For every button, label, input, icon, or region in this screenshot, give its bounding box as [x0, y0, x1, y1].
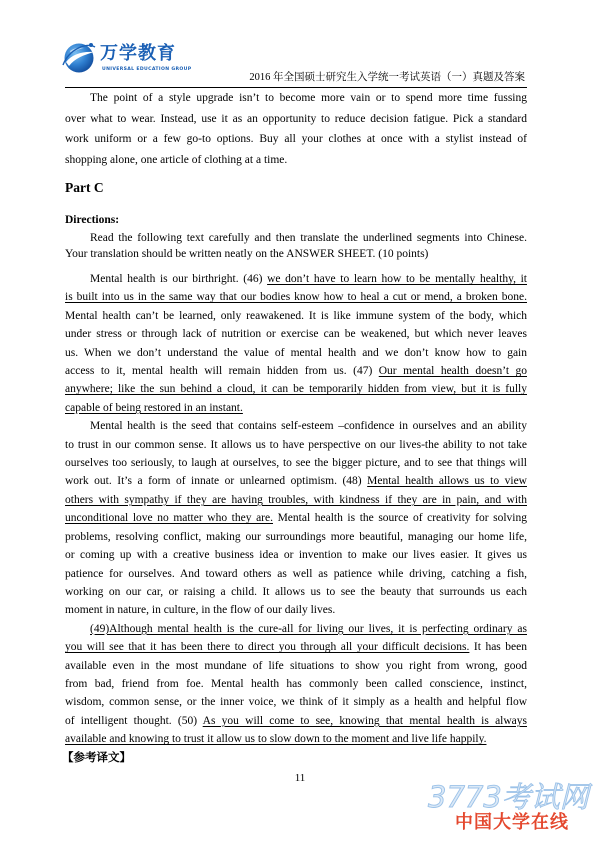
text-line	[65, 362, 527, 380]
page-number: 11	[294, 772, 306, 784]
directions-line: Your translation should be written neatly on the ANSWER SHEET. (10 points)	[65, 248, 429, 260]
text-segment: work out. It’s a form of innate or unlearned optimism. (48)	[65, 475, 368, 488]
reference-translation-label: 【参考译文】	[62, 752, 131, 764]
exam-title: 2016 年全国硕士研究生入学统一考试英语（一）真题及答案	[249, 72, 525, 83]
text-segment: access to it, mental health will remain hidden from us. (47)	[65, 365, 379, 378]
text-segment: ourselves too seriously, to laugh at ourselves, to see the bigger picture, and to see that things will	[65, 457, 527, 470]
text-line	[65, 583, 527, 601]
text-segment: to trust in our common sense. It allows us to have perspective on our lives-the ability to not take	[65, 438, 527, 451]
globe-logo-icon	[61, 39, 97, 75]
text-segment: working on our car, or raising a child. It allows us to see the beauty that surrounds us each	[65, 585, 527, 598]
passage-paragraph	[65, 417, 527, 619]
text-line	[65, 380, 527, 398]
text-segment: Mental health is the seed that contains self-esteem –confidence in ourselves and an ability	[90, 420, 527, 433]
directions-text	[65, 230, 527, 262]
text-segment: under stress or through lack of nutrition or exercise can be weakened, but which never leaves	[65, 328, 527, 341]
underlined-segment: (49)Although mental health is the cure-all for living our lives, it is perfecting ordinary as	[90, 622, 527, 635]
text-line	[65, 270, 527, 288]
underlined-segment: others with sympathy if they are having troubles, with kindness if they are in pain, and with	[65, 493, 527, 506]
watermark-slogan: 中国大学在线	[455, 812, 569, 833]
text-segment: The point of a style upgrade isn’t to become more vain or to spend more time fussing	[90, 92, 527, 104]
logo-tagline: UNIVERSAL EDUCATION GROUP	[102, 67, 192, 72]
text-line	[65, 601, 527, 619]
logo-name: 万学教育	[100, 43, 176, 64]
underlined-segment: capable of being restored in an instant.	[65, 401, 243, 414]
underlined-segment: is built into us in the same way that our bodies know how to heal a cut or mend, a broken bone.	[65, 291, 527, 304]
text-line	[65, 129, 527, 150]
text-segment: available even in the most mundane of life situations to show you right from wrong, good	[65, 659, 527, 672]
text-line	[65, 325, 527, 343]
text-line	[65, 454, 527, 472]
text-segment: from bad, friend from foe. Mental health has commonly been called conscience, instinct,	[65, 677, 527, 690]
text-line	[65, 436, 527, 454]
text-line	[65, 657, 527, 675]
text-line	[65, 712, 527, 730]
text-line	[65, 730, 527, 748]
text-line	[65, 288, 527, 306]
text-line	[65, 88, 527, 109]
text-segment: of intelligent thought. (50)	[65, 714, 203, 727]
underlined-segment: Mental health allows us to view	[367, 475, 527, 488]
text-line	[65, 472, 527, 490]
text-line	[65, 546, 527, 564]
underlined-segment: you will see that it has been there to direct you through all your difficult decisions.	[65, 641, 470, 654]
text-segment: wisdom, common sense, or the inner voice, we think of it simply as a health and helpful flow	[65, 696, 527, 709]
text-line	[65, 399, 527, 417]
underlined-segment: available and knowing to trust it allow us to slow down to the moment and live life happily.	[65, 733, 487, 746]
underlined-segment: As you will come to see, knowing that mental health is always	[202, 714, 528, 727]
underlined-segment: Our mental health doesn’t go	[378, 365, 527, 378]
text-line	[65, 417, 527, 435]
directions-label: Directions:	[65, 214, 120, 226]
text-line	[65, 307, 527, 325]
text-segment: work uniform or a few go-to options. Buy all your clothes at once with a stylist instead of	[65, 133, 527, 145]
brand-logo	[61, 39, 192, 79]
text-segment: Mental health is the source of creativity for solving	[272, 512, 527, 525]
text-line	[65, 620, 527, 638]
text-line	[65, 109, 527, 130]
text-line	[65, 693, 527, 711]
text-line	[65, 491, 527, 509]
passage-paragraph	[65, 270, 527, 417]
text-segment: shopping alone, one article of clothing at a time.	[65, 153, 288, 166]
text-segment: over what to wear. Instead, use it as an opportunity to reduce decision fatigue. Pick a standard	[65, 112, 527, 125]
text-line	[65, 509, 527, 527]
part-c-heading: Part C	[65, 180, 104, 195]
underlined-segment: unconditional love no matter who they are.	[65, 512, 273, 525]
intro-paragraph	[65, 88, 527, 170]
text-segment: us. When we don’t understand the value of mental health and we don’t know how to gain	[65, 346, 527, 359]
text-segment: moment in nature, in culture, in the flow of our daily lives.	[65, 604, 336, 617]
text-segment: or coming up with a creative business idea or invention to make our lives easier. It gives us	[65, 549, 527, 562]
underlined-segment: we don’t have to learn how to be mentally healthy, it	[267, 273, 527, 285]
passage-paragraph	[65, 620, 527, 749]
text-segment: Mental health can’t be learned, only reawakened. It is like immune system of the body, which	[65, 309, 527, 322]
text-segment: problems, resolving conflict, making our surroundings more beautiful, managing our home life,	[65, 530, 527, 543]
text-line	[65, 344, 527, 362]
text-line	[65, 528, 527, 546]
directions-line: Read the following text carefully and then translate the underlined segments into Chinese.	[90, 232, 527, 244]
text-line	[65, 565, 527, 583]
text-line	[65, 638, 527, 656]
text-line	[65, 675, 527, 693]
underlined-segment: anywhere; like the sun behind a cloud, it can be temporarily hidden from view, but it is fully	[65, 383, 527, 396]
watermark-site-name: 3773考试网	[428, 780, 589, 814]
translation-passage	[65, 270, 527, 749]
text-segment: patience for ourselves. And toward others as well as patience while driving, catching a fish,	[65, 567, 527, 580]
text-segment: Mental health is our birthright. (46)	[90, 273, 268, 285]
text-line	[65, 150, 527, 171]
text-segment: It has been	[469, 641, 527, 654]
